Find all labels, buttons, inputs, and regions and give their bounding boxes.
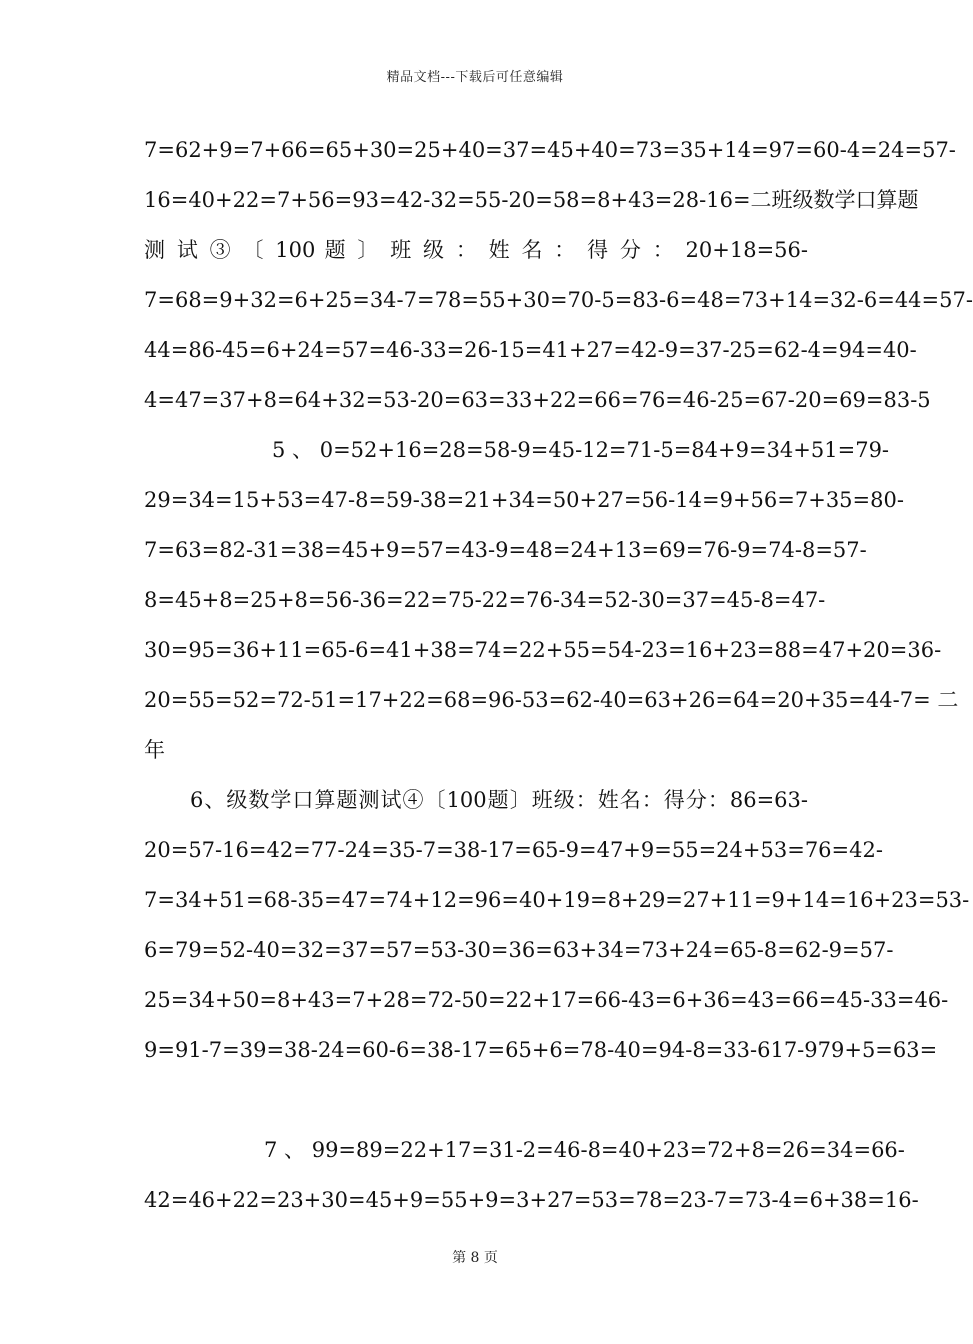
text-line: 7=63=82-31=38=45+9=57=43-9=48=24+13=69=76-9=74-8=57- [144,538,867,562]
text-line: 9=91-7=39=38-24=60-6=38-17=65+6=78-40=94-8=33-617-979+5=63= [144,1038,938,1062]
text-line: 8=45+8=25+8=56-36=22=75-22=76-34=52-30=37=45-8=47- [144,588,826,612]
text-line: 29=34=15+53=47-8=59-38=21+34=50+27=56-14=9+56=7+35=80- [144,488,904,512]
text-line: 20=57-16=42=77-24=35-7=38-17=65-9=47+9=55=24+53=76=42- [144,838,883,862]
page-header: 精品文档---下载后可任意编辑 [386,70,564,85]
text-line: 年 [144,738,165,762]
text-line: 6=79=52-40=32=37=57=53-30=36=63+34=73+24=65-8=62-9=57- [144,938,894,962]
text-line: 30=95=36+11=65-6=41+38=74=22+55=54-23=16+23=88=47+20=36- [144,638,942,662]
text-line: 16=40+22=7+56=93=42-32=55-20=58=8+43=28-16=二班级数学口算题 [144,188,919,212]
text-line: 6、级数学口算题测试④〔100题〕班级：姓名：得分：86=63- [190,788,808,812]
text-line: 测 试 ③ 〔 100 题 〕 班 级 ： 姓 名 ： 得 分 ： 20+18=56- [144,238,808,262]
text-line: 44=86-45=6+24=57=46-33=26-15=41+27=42-9=37-25=62-4=94=40- [144,338,917,362]
text-line: 42=46+22=23+30=45+9=55+9=3+27=53=78=23-7=73-4=6+38=16- [144,1188,919,1212]
text-line: 25=34+50=8+43=7+28=72-50=22+17=66-43=6+36=43=66=45-33=46- [144,988,949,1012]
text-line: 7=62+9=7+66=65+30=25+40=37=45+40=73=35+14=97=60-4=24=57- [144,138,956,162]
page-number: 第 8 页 [452,1250,498,1266]
text-line: 4=47=37+8=64+32=53-20=63=33+22=66=76=46-25=67-20=69=83-5 [144,388,931,412]
text-line: 7=34+51=68-35=47=74+12=96=40+19=8+29=27+11=9+14=16+23=53- [144,888,970,912]
text-line: 20=55=52=72-51=17+22=68=96-53=62-40=63+26=64=20+35=44-7= 二 [144,688,959,712]
text-line: 7 、 99=89=22+17=31-2=46-8=40+23=72+8=26=34=66- [264,1138,905,1162]
text-line: 7=68=9+32=6+25=34-7=78=55+30=70-5=83-6=48=73+14=32-6=44=57- [144,288,973,312]
text-line: 5 、 0=52+16=28=58-9=45-12=71-5=84+9=34+51=79- [272,438,890,462]
